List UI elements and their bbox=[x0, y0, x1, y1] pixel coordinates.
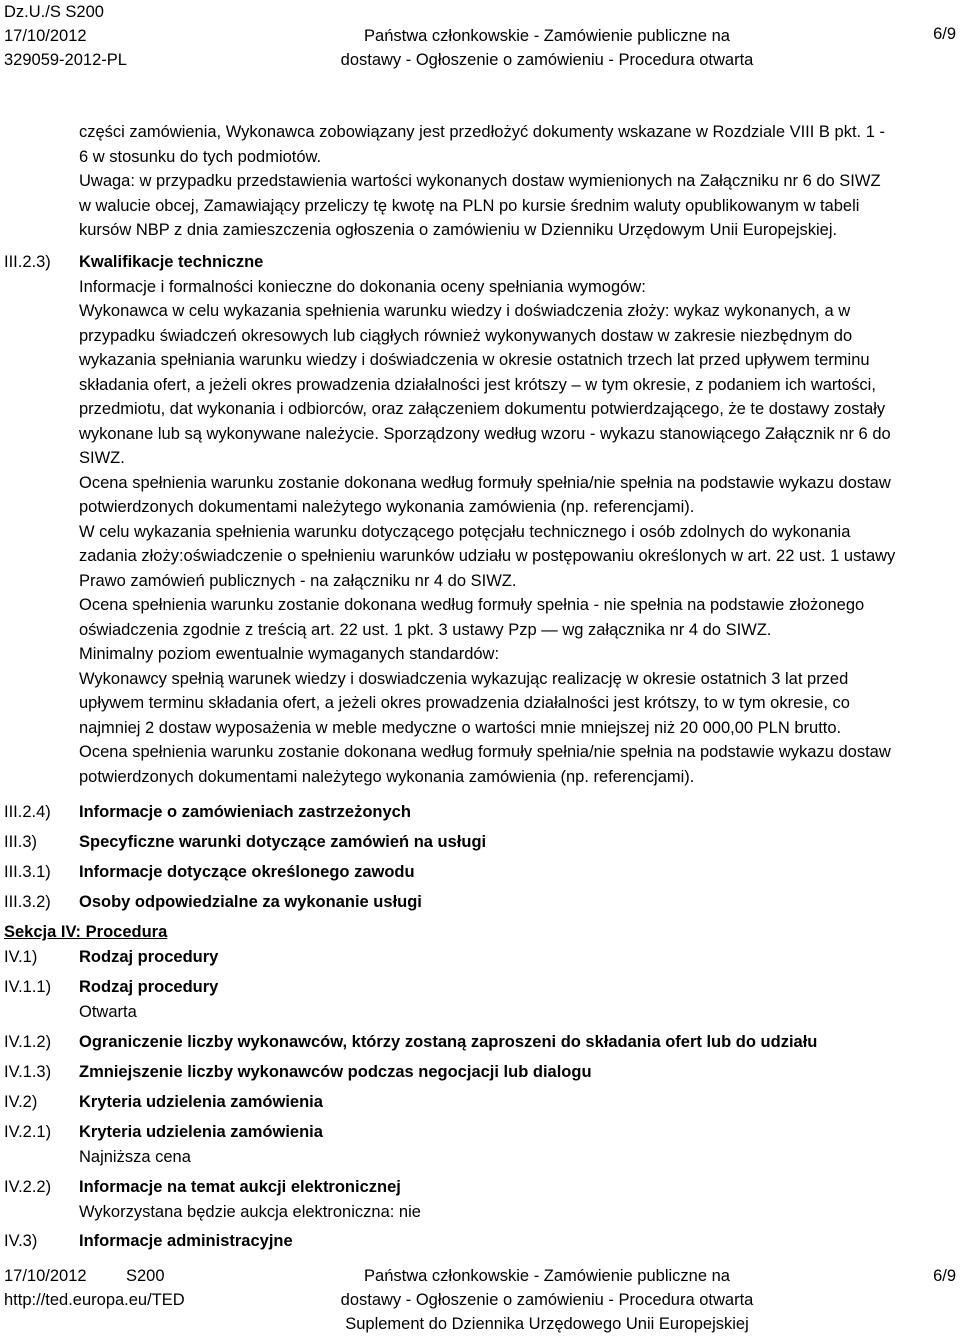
section-value: Najniższa cena bbox=[79, 1147, 191, 1166]
section-title: Rodzaj procedury bbox=[79, 978, 219, 996]
header-page-number: 6/9 bbox=[933, 25, 956, 43]
intro-line: kursów NBP z dnia zamieszczenia ogłoszenia o zamówieniu w Dzienniku Urzędowym Unii Europejskiej. bbox=[79, 221, 838, 239]
page-footer bbox=[0, 1264, 960, 1334]
section-title: Specyficzne warunki dotyczące zamówień na usługi bbox=[79, 833, 487, 851]
body-line: wykonane lub są wykonywane należycie. Sporządzony według wzoru - wykazu stanowiącego Załącznik nr 6 do bbox=[79, 424, 891, 443]
footer-date: 17/10/2012 bbox=[4, 1267, 87, 1285]
body-line: Ocena spełnienia warunku zostanie dokonana według formuły spełnia - nie spełnia na podstawie złożonego bbox=[79, 596, 865, 614]
body-line: składania ofert, a jeżeli okres prowadzenia działalności jest krótszy – w tym okresie, z podaniem ich wartości, bbox=[79, 375, 876, 394]
section-title: Informacje dotyczące określonego zawodu bbox=[79, 863, 415, 881]
body-line: Minimalny poziom ewentualnie wymaganych standardów: bbox=[79, 645, 500, 663]
body-line: zadania złoży:oświadczenie o spełnieniu warunków udziału w postępowaniu określonych w art. 22 ust. 1 ustawy bbox=[79, 547, 896, 565]
body-line: W celu wykazania spełnienia warunku dotyczącego potęcjału technicznego i osób zdolnych do wykonania bbox=[79, 522, 851, 541]
section-title: Rodzaj procedury bbox=[79, 948, 219, 966]
body-line: Wykonawca w celu wykazania spełnienia warunku wiedzy i doświadczenia złoży: wykaz wykonanych, a w bbox=[79, 302, 851, 320]
section-number: IV.3) bbox=[4, 1232, 38, 1250]
footer-title-line-1: Państwa członkowskie - Zamówienie publiczne na bbox=[364, 1267, 730, 1285]
header-title-line-2: dostawy - Ogłoszenie o zamówieniu - Procedura otwarta bbox=[340, 51, 754, 69]
section-number: III.3.1) bbox=[4, 863, 51, 881]
section-title: Kwalifikacje techniczne bbox=[79, 253, 264, 271]
body-line: Ocena spełnienia warunku zostanie dokonana według formuły spełnia/nie spełnia na podstawie wykazu dostaw bbox=[79, 743, 891, 761]
section-number: IV.1.3) bbox=[4, 1063, 52, 1081]
body-line: upływem terminu składania ofert, a jeżeli okres prowadzenia działalności jest krótszy, to w tym okresie, co bbox=[79, 694, 850, 712]
section-number: III.2.3) bbox=[4, 253, 51, 271]
body-line: Prawo zamówień publicznych - na załączniku nr 4 do SIWZ. bbox=[79, 571, 517, 590]
footer-series: S200 bbox=[126, 1267, 165, 1285]
section-body bbox=[79, 1120, 956, 1169]
body-line: oświadczenia zgodnie z treścią art. 22 ust. 1 pkt. 3 ustawy Pzp — wg załącznika nr 4 do SIWZ. bbox=[79, 620, 772, 639]
section-number: III.3) bbox=[4, 833, 38, 851]
header-title-line-1: Państwa członkowskie - Zamówienie publiczne na bbox=[364, 27, 730, 45]
section-title: Informacje na temat aukcji elektronicznej bbox=[79, 1178, 401, 1196]
body-line: Wykonawcy spełnią warunek wiedzy i doswiadczenia wykazując realizację w okresie ostatnich 3 lat przed bbox=[79, 669, 849, 688]
section-number: IV.2) bbox=[4, 1093, 38, 1111]
header-date: 17/10/2012 bbox=[4, 27, 87, 45]
page-header bbox=[0, 0, 960, 72]
footer-page-number: 6/9 bbox=[933, 1267, 956, 1285]
intro-line: w walucie obcej, Zamawiający przeliczy tę kwotę na PLN po kursie średnim waluty opublikowanym w tabeli bbox=[79, 196, 860, 215]
section-title: Zmniejszenie liczby wykonawców podczas negocjacji lub dialogu bbox=[79, 1063, 592, 1081]
section-body bbox=[79, 1175, 956, 1224]
section-value: Wykorzystana będzie aukcja elektroniczna: nie bbox=[79, 1202, 421, 1221]
section-value: Otwarta bbox=[79, 1002, 137, 1021]
intro-text bbox=[79, 120, 956, 243]
footer-url[interactable]: http://ted.europa.eu/TED bbox=[4, 1291, 185, 1309]
journal-ref: Dz.U./S S200 bbox=[4, 3, 104, 21]
section-number: IV.2.1) bbox=[4, 1123, 52, 1141]
section-number: IV.1) bbox=[4, 948, 38, 966]
section-number: III.3.2) bbox=[4, 893, 51, 911]
section-title: Kryteria udzielenia zamówienia bbox=[79, 1123, 323, 1141]
section-title: Informacje administracyjne bbox=[79, 1232, 293, 1250]
section-title: Ograniczenie liczby wykonawców, którzy zostaną zaproszeni do składania ofert lub do udziału bbox=[79, 1033, 818, 1051]
body-line: przypadku świadczeń okresowych lub ciągłych również wykonywanych dostaw w zakresie niezbędnym do bbox=[79, 326, 853, 345]
body-line: Informacje i formalności konieczne do dokonania oceny spełniania wymogów: bbox=[79, 277, 646, 296]
section-body bbox=[79, 975, 956, 1024]
section-number: IV.2.2) bbox=[4, 1178, 52, 1196]
body-line: Ocena spełnienia warunku zostanie dokonana według formuły spełnia/nie spełnia na podstawie wykazu dostaw bbox=[79, 473, 891, 492]
footer-title-line-2: dostawy - Ogłoszenie o zamówieniu - Procedura otwarta bbox=[340, 1291, 754, 1309]
body-line: potwierdzonych dokumentami należytego wykonania zamówienia (np. referencjami). bbox=[79, 498, 695, 516]
section-title: Informacje o zamówieniach zastrzeżonych bbox=[79, 803, 411, 821]
section-number: IV.1.2) bbox=[4, 1033, 52, 1051]
header-center bbox=[332, 0, 762, 72]
header-left bbox=[4, 0, 127, 72]
section-title: Osoby odpowiedzialne za wykonanie usługi bbox=[79, 893, 422, 911]
section-number: III.2.4) bbox=[4, 803, 51, 821]
body-line: najmniej 2 dostaw wyposażenia w meble medyczne o wartości mnie mniejszej niż 20 000,00 PLN brutto. bbox=[79, 718, 842, 737]
intro-line: 6 w stosunku do tych podmiotów. bbox=[79, 147, 322, 166]
body-line: SIWZ. bbox=[79, 449, 125, 467]
section-body bbox=[79, 250, 956, 789]
section-number: IV.1.1) bbox=[4, 978, 52, 996]
body-line: przedmiotu, dat wykonania i odbiorców, oraz załączeniem dokumentu potwierdzającego, że te dostawy zostały bbox=[79, 400, 886, 418]
section-title: Kryteria udzielenia zamówienia bbox=[79, 1093, 323, 1111]
section-iv-heading: Sekcja IV: Procedura bbox=[4, 923, 168, 941]
notice-number: 329059-2012-PL bbox=[4, 51, 127, 69]
footer-center bbox=[332, 1264, 762, 1336]
body-line: wykazania spełniania warunku wiedzy i doświadczenia w okresie ostatnich trzech lat przed upływem terminu bbox=[79, 351, 870, 369]
intro-line: części zamówienia, Wykonawca zobowiązany jest przedłożyć dokumenty wskazane w Rozdziale VIII B pkt. 1 - bbox=[79, 123, 885, 141]
intro-line: Uwaga: w przypadku przedstawienia wartości wykonanych dostaw wymienionych na Załączniku nr 6 do SIWZ bbox=[79, 172, 881, 190]
body-line: potwierdzonych dokumentami należytego wykonania zamówienia (np. referencjami). bbox=[79, 767, 695, 786]
footer-title-line-3: Suplement do Dziennika Urzędowego Unii Europejskiej bbox=[345, 1315, 749, 1333]
